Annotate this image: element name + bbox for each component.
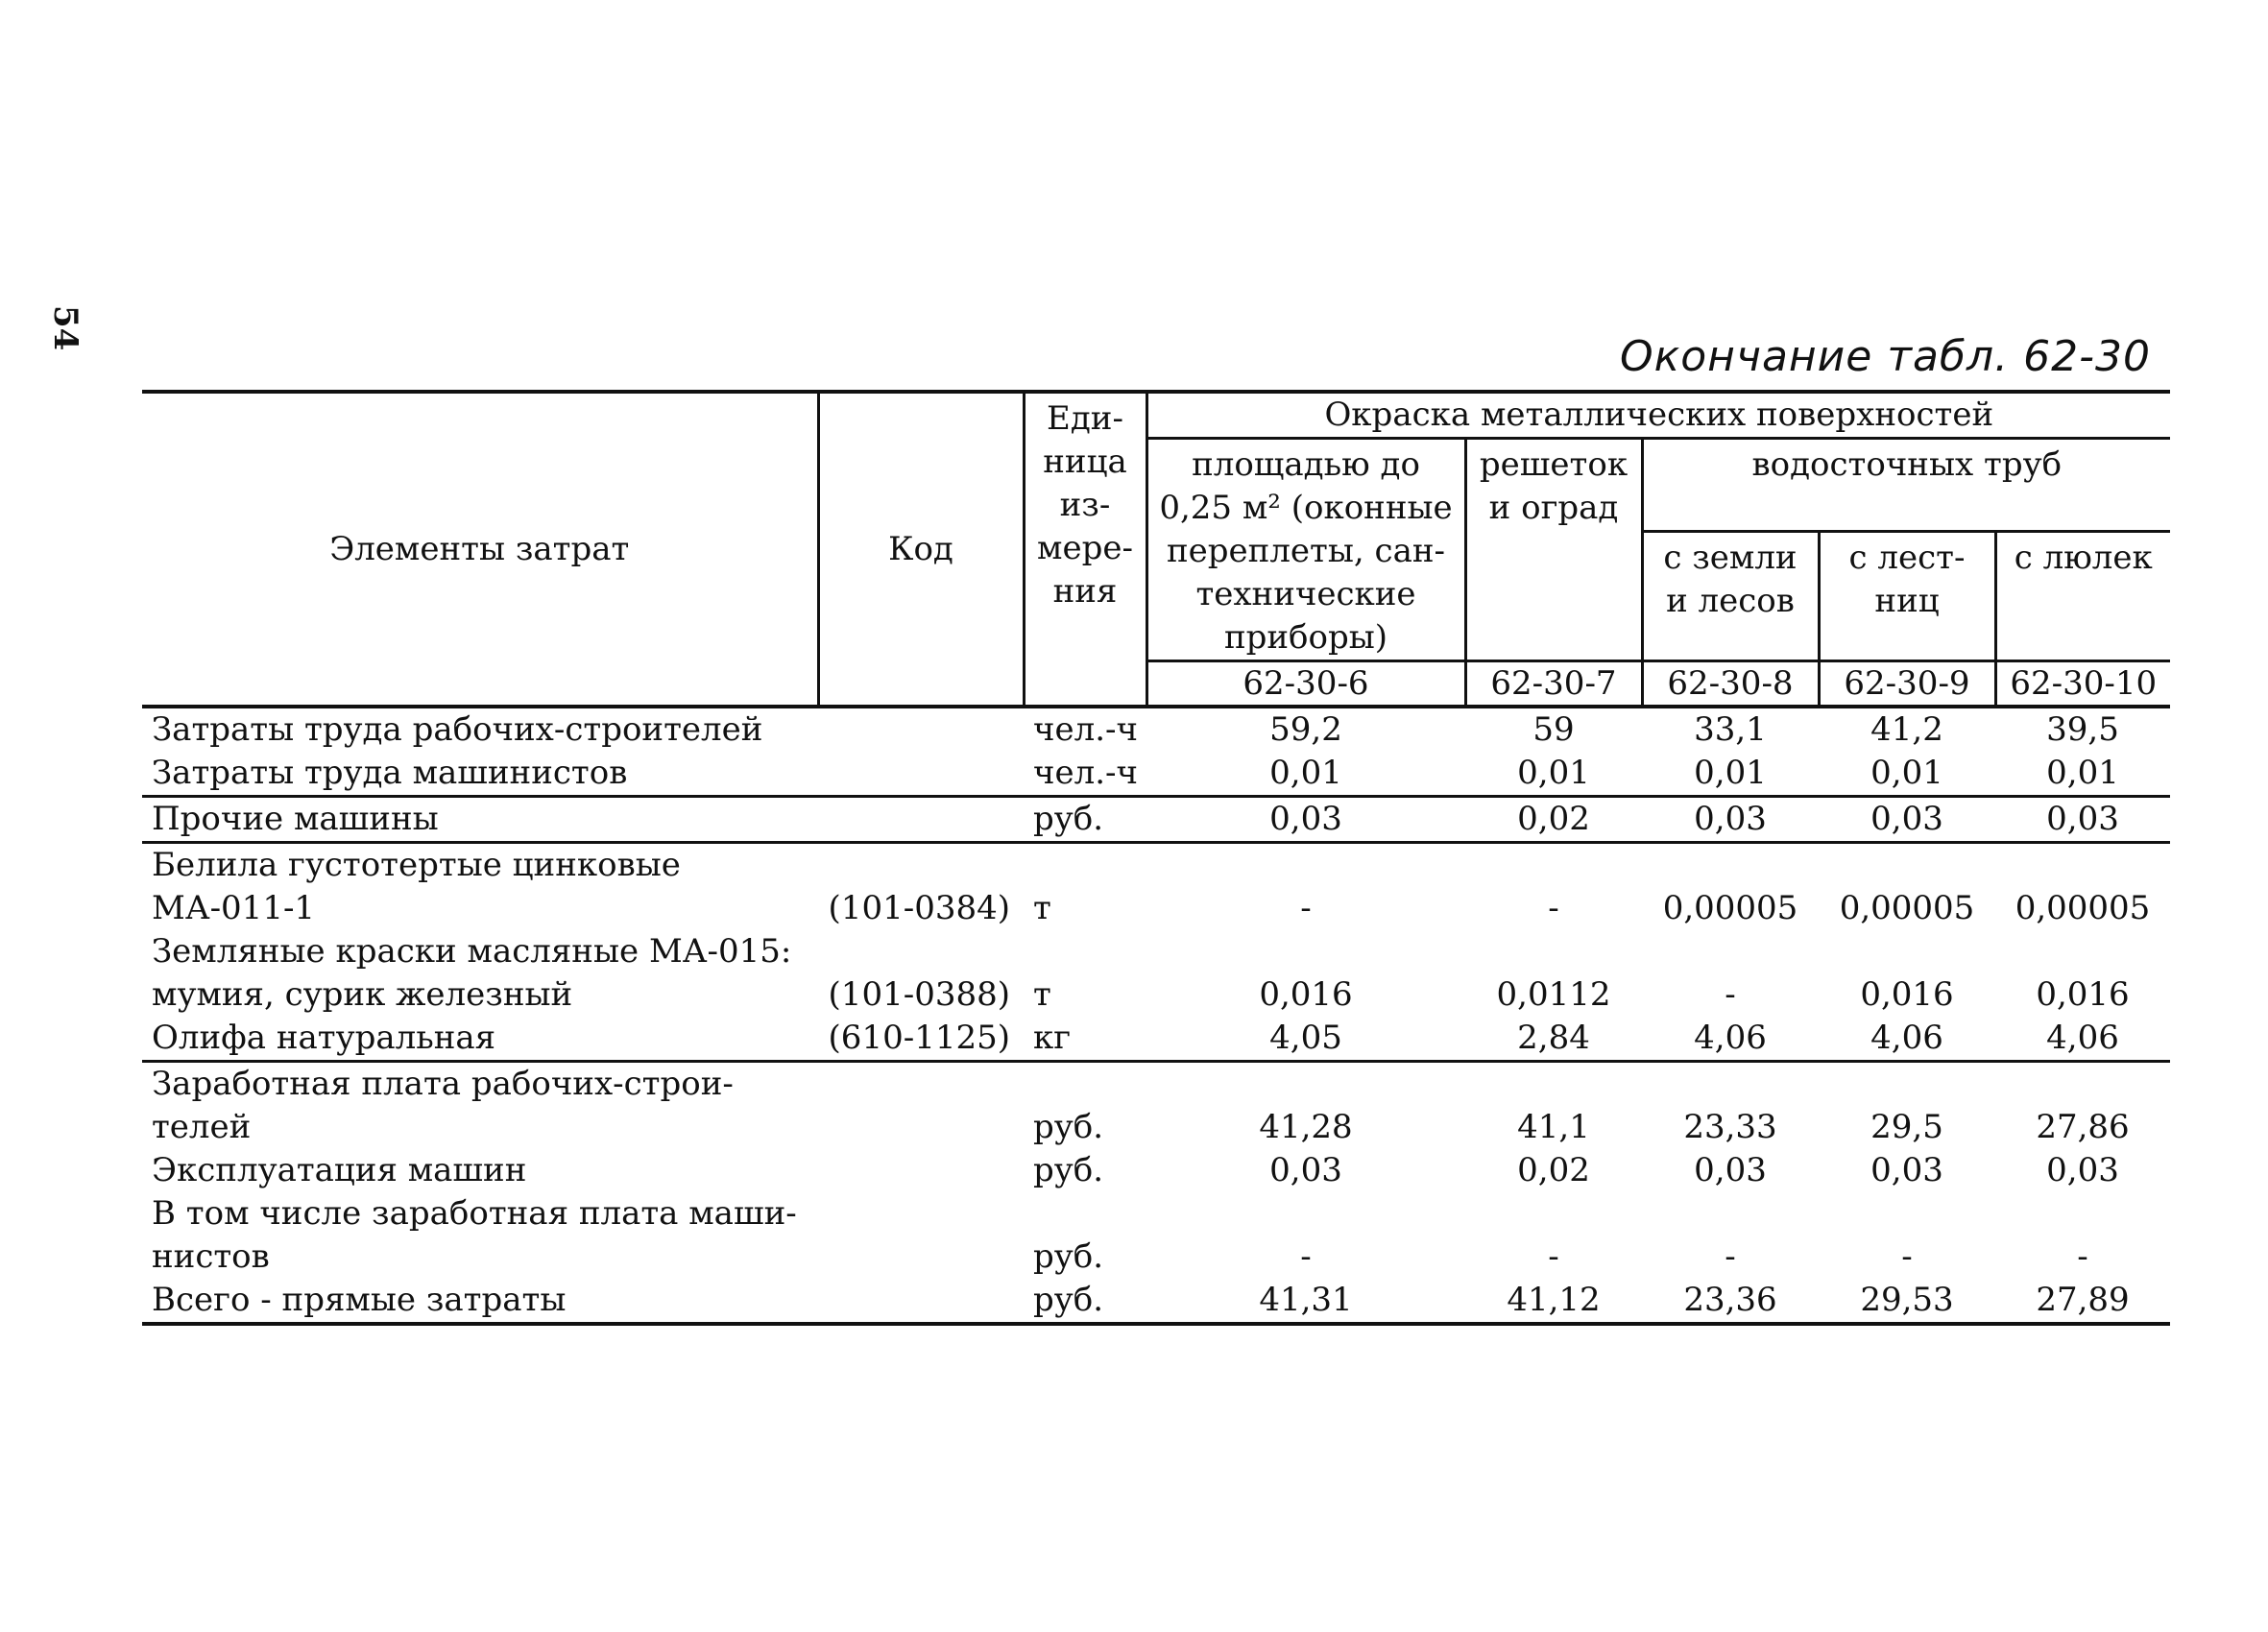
code-62-30-7: 62-30-7 (1465, 661, 1642, 708)
table-row (142, 1106, 2170, 1149)
row-unit: руб. (1024, 797, 1146, 843)
table-row (142, 1062, 2170, 1107)
table-row (142, 973, 2170, 1017)
row-unit: руб. (1033, 1237, 1104, 1276)
table-header (142, 392, 2170, 707)
row-value (1995, 843, 2170, 888)
header-grates-text: решеток и оград (1479, 445, 1629, 527)
row-value: 41,12 (1465, 1279, 1642, 1324)
row-unit: чел.-ч (1033, 754, 1138, 792)
row-name: В том числе заработная плата маши- (152, 1194, 797, 1233)
row-value: 0,00005 (1839, 889, 1975, 927)
row-value: 0,01 (1269, 754, 1342, 792)
row-name: Олифа натуральная (152, 1019, 496, 1057)
row-value (1995, 1062, 2170, 1107)
row-unit: кг (1033, 1019, 1072, 1057)
row-value (1465, 930, 1642, 973)
row-value: 4,06 (1870, 1019, 1943, 1057)
row-value (1642, 930, 1819, 973)
row-value (1642, 1192, 1819, 1236)
table-row (142, 707, 2170, 752)
row-code (818, 752, 1024, 797)
row-code: (610-1125) (828, 1019, 1010, 1057)
row-value: 0,00005 (2015, 889, 2151, 927)
row-value: 27,89 (1995, 1279, 2170, 1324)
row-name: Затраты труда машинистов (152, 754, 628, 792)
row-value: - (1725, 975, 1736, 1014)
header-unit-text: Еди- ница из- мере- ния (1037, 399, 1133, 611)
header-area-text: площадью до 0,25 м² (оконные переплеты, сан- технические приборы) (1159, 445, 1453, 657)
row-value: 2,84 (1517, 1019, 1590, 1057)
row-unit: руб. (1033, 1151, 1104, 1189)
table-caption: Окончание табл. 62-30 (1620, 332, 2151, 381)
header-unit (1024, 392, 1146, 707)
row-code (818, 1106, 1024, 1149)
row-value: 0,03 (1819, 797, 1995, 843)
row-unit: т (1033, 889, 1051, 927)
row-value (1819, 930, 1995, 973)
code-62-30-8: 62-30-8 (1642, 661, 1819, 708)
table-row (142, 930, 2170, 973)
row-code (818, 707, 1024, 752)
code-62-30-9: 62-30-9 (1819, 661, 1995, 708)
code-62-30-10: 62-30-10 (1995, 661, 2170, 708)
row-value: 59,2 (1146, 707, 1465, 752)
row-unit (1024, 843, 1146, 888)
table-row (142, 1236, 2170, 1279)
row-value: 0,01 (2046, 754, 2119, 792)
row-value: 0,01 (1870, 754, 1943, 792)
row-code (818, 1062, 1024, 1107)
table-row (142, 797, 2170, 843)
row-name: телей (152, 1108, 252, 1146)
table-body (142, 707, 2170, 1324)
row-value (1146, 930, 1465, 973)
row-value: 41,1 (1517, 1108, 1590, 1146)
row-code (818, 797, 1024, 843)
row-value: 0,016 (1259, 975, 1353, 1014)
header-group: Окраска металлических поверхностей (1146, 392, 2170, 439)
row-value: 0,03 (1995, 797, 2170, 843)
table-row (142, 1192, 2170, 1236)
row-value: 23,36 (1642, 1279, 1819, 1324)
row-value: 23,33 (1683, 1108, 1777, 1146)
row-value: 0,02 (1517, 1151, 1590, 1189)
row-value: 27,86 (2036, 1108, 2130, 1146)
row-name: Белила густотертые цинковые (142, 843, 818, 888)
row-value: 4,05 (1269, 1019, 1342, 1057)
row-value (1819, 843, 1995, 888)
row-value: 0,03 (1269, 1151, 1342, 1189)
row-name: МА-011-1 (152, 889, 316, 927)
header-pipes-ladder-text: с лест- ниц (1848, 539, 1966, 620)
cost-table (142, 390, 2170, 1326)
header-elements: Элементы затрат (142, 392, 818, 707)
table-row (142, 843, 2170, 888)
header-pipes-ground-text: с земли и лесов (1663, 539, 1798, 620)
header-pipes-cradle: с люлек (1995, 532, 2170, 661)
header-pipes-ladder (1819, 532, 1995, 661)
row-value: 0,02 (1465, 797, 1642, 843)
row-value: 0,03 (1694, 1151, 1767, 1189)
row-value (1995, 930, 2170, 973)
table-row (142, 752, 2170, 797)
row-value: 33,1 (1642, 707, 1819, 752)
row-unit: руб. (1024, 1279, 1146, 1324)
row-name: мумия, сурик железный (152, 975, 573, 1014)
row-value: 29,53 (1819, 1279, 1995, 1324)
row-value: 0,03 (2046, 1151, 2119, 1189)
table-row (142, 1017, 2170, 1062)
row-value: 41,2 (1819, 707, 1995, 752)
row-value (1465, 1062, 1642, 1107)
row-value (1819, 1062, 1995, 1107)
row-value: 0,03 (1870, 1151, 1943, 1189)
row-value (1995, 1192, 2170, 1236)
row-value (1642, 1062, 1819, 1107)
row-value: - (1725, 1237, 1736, 1276)
row-unit: т (1033, 975, 1051, 1014)
table-row (142, 1149, 2170, 1192)
row-unit: руб. (1033, 1108, 1104, 1146)
row-value: 0,03 (1642, 797, 1819, 843)
row-value: 4,06 (1694, 1019, 1767, 1057)
row-value: 0,016 (1860, 975, 1954, 1014)
row-value: 0,01 (1694, 754, 1767, 792)
row-code (818, 1279, 1024, 1324)
row-code (818, 1149, 1024, 1192)
header-grates (1465, 439, 1642, 661)
code-62-30-6: 62-30-6 (1146, 661, 1465, 708)
row-value: 0,0112 (1496, 975, 1611, 1014)
row-name: Всего - прямые затраты (142, 1279, 818, 1324)
page-number: 54 (46, 305, 84, 351)
row-code: (101-0384) (828, 889, 1010, 927)
row-value: 0,03 (1146, 797, 1465, 843)
row-value (1465, 843, 1642, 888)
row-value: 0,01 (1517, 754, 1590, 792)
row-value: - (1901, 1237, 1913, 1276)
row-unit (1024, 1062, 1146, 1107)
header-code: Код (818, 392, 1024, 707)
row-value: - (1548, 889, 1559, 927)
row-value: - (1548, 1237, 1559, 1276)
row-code (818, 1192, 1024, 1236)
row-value (1146, 843, 1465, 888)
row-value: 29,5 (1870, 1108, 1943, 1146)
row-unit (1024, 1192, 1146, 1236)
row-value (1465, 1192, 1642, 1236)
row-name: Затраты труда рабочих-строителей (142, 707, 818, 752)
row-value: - (1300, 889, 1312, 927)
row-code (818, 843, 1024, 888)
row-name: Заработная плата рабочих-строи- (142, 1062, 818, 1107)
row-value: 39,5 (1995, 707, 2170, 752)
row-value (1146, 1062, 1465, 1107)
row-value: 59 (1465, 707, 1642, 752)
row-code (818, 1236, 1024, 1279)
table-row (142, 1279, 2170, 1324)
row-value: 41,31 (1146, 1279, 1465, 1324)
header-pipes: водосточных труб (1642, 439, 2170, 532)
row-name: нистов (152, 1237, 270, 1276)
header-pipes-ground (1642, 532, 1819, 661)
row-unit (1024, 930, 1146, 973)
row-value: 41,28 (1259, 1108, 1353, 1146)
table-row (142, 887, 2170, 930)
row-value (1642, 843, 1819, 888)
row-value (1819, 1192, 1995, 1236)
row-value: 0,016 (2036, 975, 2130, 1014)
row-value: 0,00005 (1662, 889, 1798, 927)
row-code: (101-0388) (828, 975, 1010, 1014)
row-name: Эксплуатация машин (152, 1151, 527, 1189)
header-area (1146, 439, 1465, 661)
row-value: - (2077, 1237, 2088, 1276)
row-name: Прочие машины (142, 797, 818, 843)
row-name: Земляные краски масляные МА-015: (152, 932, 792, 971)
row-value: 4,06 (2046, 1019, 2119, 1057)
row-unit: чел.-ч (1024, 707, 1146, 752)
row-code (818, 930, 1024, 973)
row-value: - (1300, 1237, 1312, 1276)
row-value (1146, 1192, 1465, 1236)
